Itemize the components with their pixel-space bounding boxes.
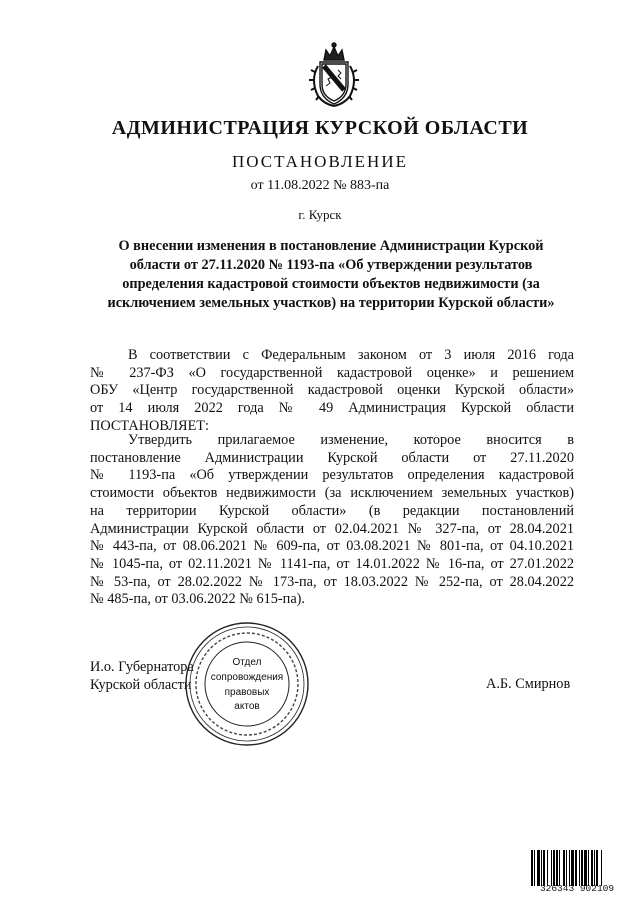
body-line: № 237-ФЗ «О государственной кадастровой оценке» и решением [90, 364, 574, 381]
document-city: г. Курск [298, 207, 342, 222]
barcode-bar [579, 850, 580, 886]
barcode-bar [563, 850, 565, 886]
body-line: № 1193-па «Об утверждении результатов определения кадастровой [90, 467, 574, 484]
body-paragraph-1 [90, 347, 574, 436]
barcode-bar [531, 850, 533, 886]
document-type: ПОСТАНОВЛЕНИЕ [231, 152, 408, 171]
body-line: № 485-па, от 03.06.2022 № 615-па). [90, 591, 306, 608]
stamp-line: правовых [224, 687, 270, 698]
barcode-bar [537, 850, 540, 886]
barcode-bar [551, 850, 552, 886]
body-line: от 14 июля 2022 года № 49 Администрация Курской области [90, 400, 574, 417]
barcode-bar [596, 850, 598, 886]
barcode-bar [569, 850, 570, 886]
barcode-bar [547, 850, 548, 886]
subject-line: О внесении изменения в постановление Администрации Курской [118, 238, 544, 254]
body-line: на территории Курской области» (в редакции постановлений [90, 502, 574, 519]
signatory-position [90, 658, 194, 694]
barcode-bar [566, 850, 567, 886]
organization-title: АДМИНИСТРАЦИЯ КУРСКОЙ ОБЛАСТИ [111, 117, 529, 139]
subject-line: области от 27.11.2020 № 1193-па «Об утверждении результатов [129, 257, 533, 273]
stamp-line: Отдел [232, 657, 262, 668]
body-line: № 443-па, от 08.06.2021 № 609-па, от 03.08.2021 № 801-па, от 04.10.2021 [90, 538, 574, 555]
document-subject [90, 237, 572, 313]
body-line: ПОСТАНОВЛЯЕТ: [90, 417, 210, 434]
round-stamp [183, 620, 311, 748]
barcode-bar [591, 850, 593, 886]
barcode-bar [559, 850, 560, 886]
barcode-bar [581, 850, 583, 886]
stamp-line: сопровождения [210, 672, 284, 683]
document-date-number: от 11.08.2022 № 883-па [250, 178, 390, 193]
barcode-bar [594, 850, 595, 886]
stamp-line: актов [234, 701, 260, 712]
barcode-bar [588, 850, 589, 886]
signatory-name: А.Б. Смирнов [486, 676, 571, 692]
barcode-bar [556, 850, 558, 886]
body-line: Утвердить прилагаемое изменение, которое вносится в [128, 432, 574, 448]
barcode-bar [553, 850, 555, 886]
body-line: стоимости объектов недвижимости (за исключением земельных участков) [90, 485, 574, 502]
subject-line: определения кадастровой стоимости объектов недвижимости (за [122, 276, 540, 292]
subject-line: исключением земельных участков) на территории Курской области» [107, 295, 555, 311]
barcode-bar [541, 850, 542, 886]
body-line: ОБУ «Центр государственной кадастровой оценки Курской области» [90, 382, 574, 399]
signatory-position-line: И.о. Губернатора [90, 659, 194, 675]
barcode-bar [543, 850, 545, 886]
body-line: постановление Администрации Курской области от 27.11.2020 [90, 449, 574, 466]
barcode-bar [584, 850, 587, 886]
barcode-number: 326343 902109 [539, 883, 615, 894]
body-line: В соответствии с Федеральным законом от 3 июля 2016 года [128, 347, 574, 363]
signatory-position-line: Курской области [90, 677, 192, 693]
body-paragraph-2 [90, 432, 574, 609]
barcode-bar [575, 850, 577, 886]
barcode-bar [534, 850, 535, 886]
barcode-bar [601, 850, 602, 886]
barcode-bar [571, 850, 574, 886]
body-line: № 1045-па, от 02.11.2021 № 1141-па, от 14.01.2022 № 16-па, от 27.01.2022 [90, 555, 574, 572]
body-line: Администрации Курской области от 02.04.2021 № 327-па, от 28.04.2021 [90, 520, 574, 537]
body-line: № 53-па, от 28.02.2022 № 173-па, от 18.03.2022 № 252-па, от 28.04.2022 [90, 573, 574, 590]
coat-of-arms-emblem [298, 40, 370, 112]
